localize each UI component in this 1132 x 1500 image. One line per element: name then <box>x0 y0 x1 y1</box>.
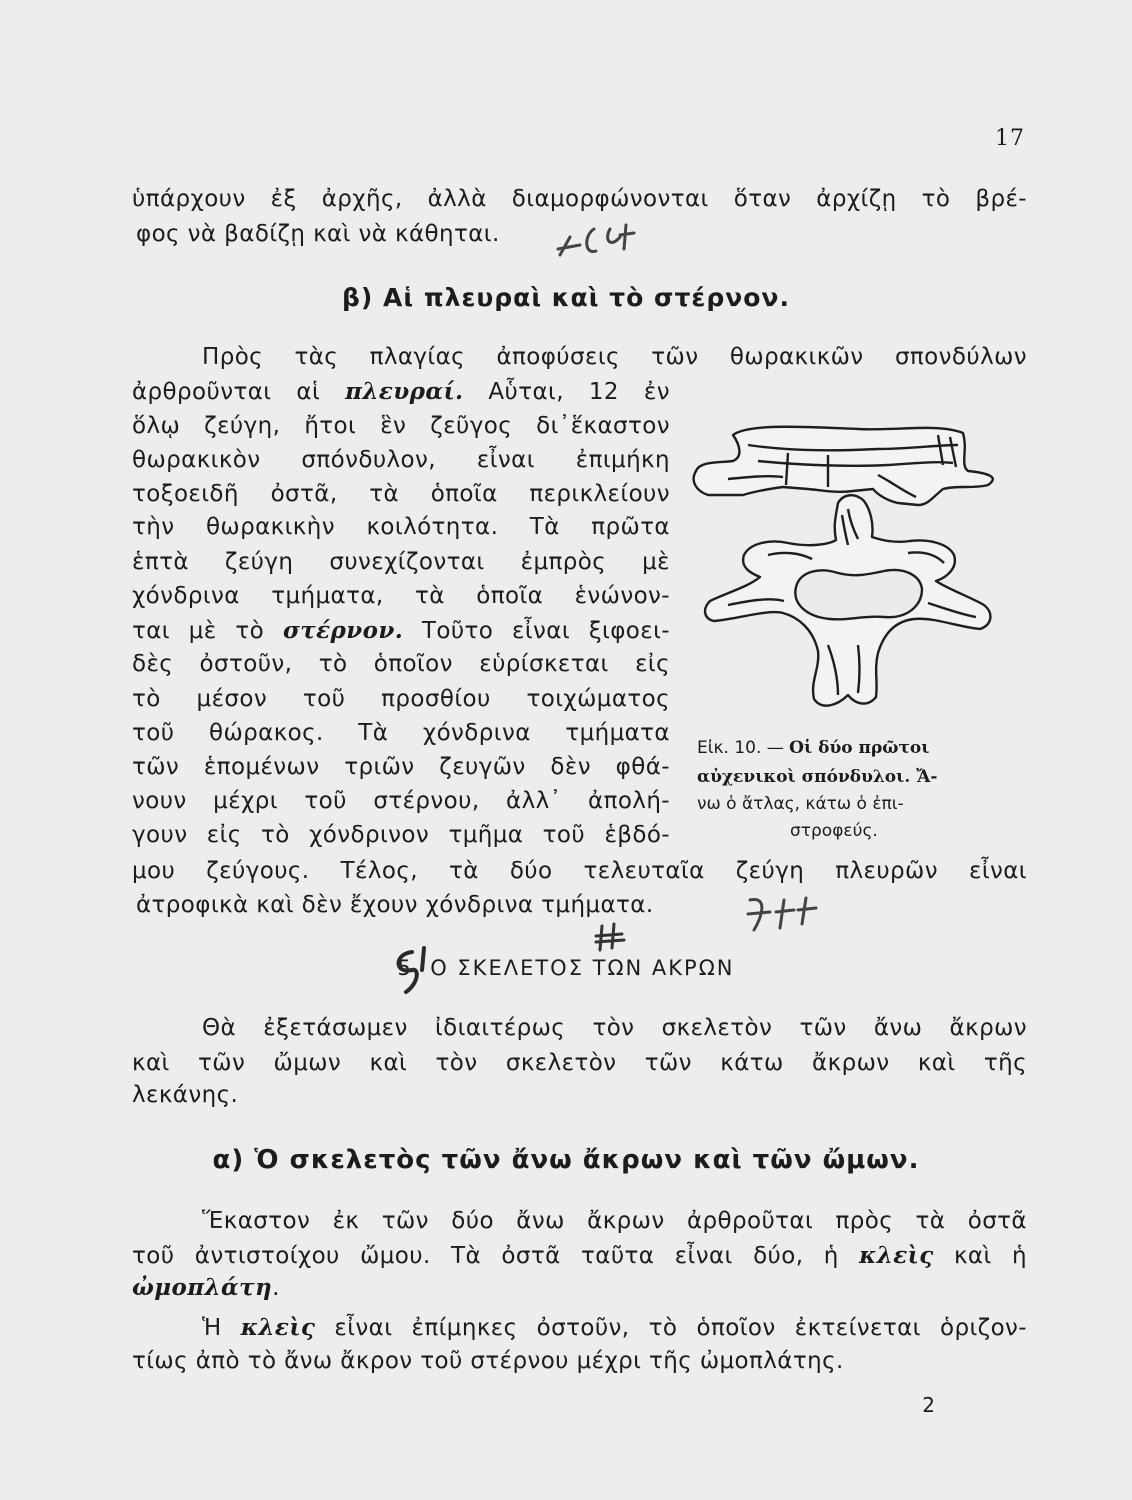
ribs-line-4: θωρακικὸν σπόνδυλον, εἶναι ἐπιμήκη <box>132 447 670 473</box>
pencil-scribble-2 <box>740 890 840 940</box>
ribs-line-1: Πρὸς τὰς πλαγίας ἀποφύσεις τῶν θωρακικῶν σπονδύλων <box>202 344 1027 370</box>
ribs-line-8: χόνδρινα τμήματα, τὰ ὁποῖα ἑνώνον- <box>132 583 670 609</box>
pencil-scribble-4 <box>384 940 444 1000</box>
upper-line-3 <box>132 1274 280 1301</box>
text-run: αὐχενικοὶ σπόνδυλοι. <box>697 767 911 787</box>
ribs-line-6: τὴν θωρακικὴν κοιλότητα. Τὰ πρῶτα <box>132 514 670 540</box>
intro-line-1: ὑπάρχουν ἐξ ἀρχῆς, ἀλλὰ διαμορφώνονται ὅταν ἀρχίζῃ τὸ βρέ- <box>132 186 1027 212</box>
text-run: Ἡ <box>202 1315 241 1341</box>
vertebrae-illustration <box>688 405 1033 725</box>
text-run: ἀρθροῦνται αἱ <box>132 379 346 405</box>
intro-line-2: φος νὰ βαδίζῃ καὶ νὰ κάθηται. <box>136 221 500 247</box>
ribs-line-17: ἀτροφικὰ καὶ δὲν ἔχουν χόνδρινα τμήματα. <box>136 892 654 918</box>
emphasis-omoplati: ὠμοπλάτη <box>132 1274 273 1301</box>
caption-line-3: νω ὁ ἄτλας, κάτω ὁ ἐπι- <box>697 794 904 814</box>
text-run: Τοῦτο εἶναι ξιφοει- <box>403 618 670 644</box>
emphasis-pleurai: πλευραί. <box>345 378 464 405</box>
caption-line-2 <box>697 767 937 787</box>
emphasis-kleis-2: κλεὶς <box>240 1314 316 1341</box>
text-run: εἶναι ἐπίμηκες ὀστοῦν, τὸ ὁποῖον ἐκτείνεται ὁριζον- <box>315 1315 1027 1341</box>
text-run: τοῦ ἀντιστοίχου ὤμου. Τὰ ὀστᾶ ταῦτα εἶναι δύο, ἡ <box>132 1243 860 1269</box>
ribs-line-14: νουν μέχρι τοῦ στέρνου, ἀλλ᾿ ἀπολή- <box>132 788 670 814</box>
ribs-line-15: γουν εἰς τὸ χόνδρινον τμῆμα τοῦ ἑβδό- <box>132 822 670 848</box>
ribs-line-5: τοξοειδῆ ὀστᾶ, τὰ ὁποῖα περικλείουν <box>132 481 670 507</box>
section-title: 5. Ο ΣΚΕΛΕΤΟΣ ΤΩΝ ΑΚΡΩΝ <box>397 956 735 980</box>
text-run: . <box>272 1275 280 1301</box>
ribs-line-16: μου ζεύγους. Τέλος, τὰ δύο τελευταῖα ζεύγη πλευρῶν εἶναι <box>132 858 1027 884</box>
ribs-line-3: ὅλῳ ζεύγη, ἤτοι ἓν ζεῦγος δι᾿ἕκαστον <box>132 413 670 439</box>
clavicle-line-1 <box>202 1314 1027 1341</box>
heading-upper-limbs: α) Ὁ σκελετὸς τῶν ἄνω ἄκρων καὶ τῶν ὤμων. <box>212 1145 920 1175</box>
ribs-line-13: τῶν ἑπομένων τριῶν ζευγῶν δὲν φθά- <box>132 754 670 780</box>
ribs-line-10: δὲς ὀστοῦν, τὸ ὁποῖον εὑρίσκεται εἰς <box>132 651 670 677</box>
caption-line-1 <box>697 738 929 758</box>
ribs-line-11: τὸ μέσον τοῦ προσθίου τοιχώματος <box>132 686 670 712</box>
pencil-scribble-1 <box>550 215 660 275</box>
pencil-scribble-3 <box>592 918 642 958</box>
footer-number: 2 <box>922 1393 935 1417</box>
ribs-line-2 <box>132 378 670 405</box>
text-run: Οἱ δύο πρῶτοι <box>789 738 930 758</box>
text-run: καὶ ἡ <box>933 1243 1027 1269</box>
caption-line-4: στροφεύς. <box>790 821 878 841</box>
emphasis-kleis: κλεὶς <box>859 1242 934 1269</box>
page-number: 17 <box>995 126 1025 151</box>
text-run: Εἰκ. 10. — <box>697 738 790 758</box>
limbs-line-1: Θὰ ἐξετάσωμεν ἰδιαιτέρως τὸν σκελετὸν τῶν ἄνω ἄκρων <box>202 1015 1027 1041</box>
ribs-line-9 <box>132 617 670 644</box>
limbs-line-2: καὶ τῶν ὤμων καὶ τὸν σκελετὸν τῶν κάτω ἄκρων καὶ τῆς <box>132 1050 1027 1076</box>
text-run: ται μὲ τὸ <box>132 618 283 644</box>
upper-line-1: Ἕκαστον ἐκ τῶν δύο ἄνω ἄκρων ἀρθροῦται πρὸς τὰ ὀστᾶ <box>202 1208 1027 1234</box>
clavicle-line-2: τίως ἀπὸ τὸ ἄνω ἄκρον τοῦ στέρνου μέχρι τῆς ὠμοπλάτης. <box>132 1348 844 1374</box>
ribs-line-12: τοῦ θώρακος. Τὰ χόνδρινα τμήματα <box>132 720 670 746</box>
heading-ribs: β) Αἱ πλευραὶ καὶ τὸ στέρνον. <box>342 283 790 312</box>
limbs-line-3: λεκάνης. <box>132 1082 239 1108</box>
text-run: Ἄ- <box>910 767 938 787</box>
upper-line-2 <box>132 1242 1027 1269</box>
text-run: Αὗται, 12 ἐν <box>463 379 671 405</box>
emphasis-sternon: στέρνον. <box>282 617 404 644</box>
ribs-line-7: ἑπτὰ ζεύγη συνεχίζονται ἐμπρὸς μὲ <box>132 549 670 575</box>
